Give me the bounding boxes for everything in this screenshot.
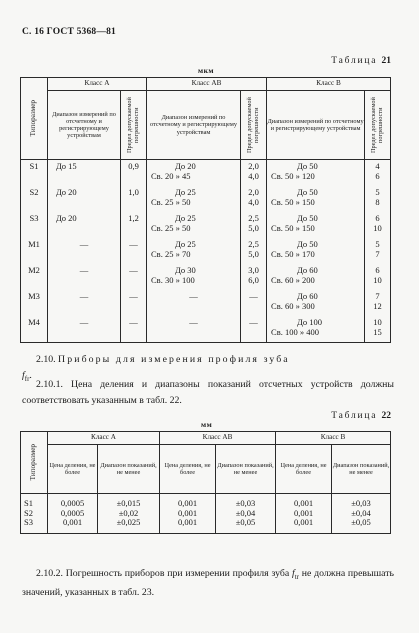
table22-unit: мм [201,420,213,429]
table-row: M4 — — — — До 100 Св. 100 » 400 10 15 [21,316,391,343]
class-b-header: Класс В [276,432,391,445]
range-header: Диапазон измерений по отсчетному и регистрирующему устройствам [48,91,121,160]
page-header: С. 16 ГОСТ 5368—81 [22,27,116,37]
table-row: M2 — — До 30 Св. 30 » 100 3,0 6,0 До 60 Св. 60 » 200 6 10 [21,264,391,290]
table21-unit: мкм [198,66,215,75]
col-type-header: Типоразмер [21,78,48,160]
range-header: Диапазон показаний, не менее [332,445,391,494]
division-header: Цена деления, не более [276,445,332,494]
table21-caption [331,56,391,66]
range-header: Диапазон показаний, не менее [98,445,160,494]
table-row: S1 До 15 0,9 До 20 Св. 20 » 45 2,0 4,0 До 50 Св. 50 » 120 4 6 [21,160,391,187]
table-row: S2 До 20 1,0 До 25 Св. 25 » 50 2,0 4,0 До 50 Св. 50 » 150 5 8 [21,186,391,212]
class-a-header: Класс А [48,432,160,445]
division-header: Цена деления, не более [48,445,98,494]
table-21 [20,77,391,343]
paragraph-2-10-symbol: $f_{fr}$. [22,370,32,383]
table-row: S1 0,0005 ±0,015 0,001 ±0,03 0,001 ±0,03 [21,494,391,509]
limit-header: Предел допускаемой погрешности [241,91,267,160]
paragraph-2-10: 2.10. Приборы для измерения профиля зуба [36,354,290,365]
table-row: S2 0,0005 ±0,02 0,001 ±0,04 0,001 ±0,04 [21,509,391,519]
col-type-header: Типоразмер [21,432,48,494]
paragraph-2-10-1: 2.10.1. Цена деления и диапазоны показаний отсчетных устройств должны соответствовать указанным в табл. 22. [22,379,394,406]
range-header: Диапазон измерений по отсчетному и регистрирующему устройствам [267,91,365,160]
paragraph-2-10-2: 2.10.2. Погрешность приборов при измерении профиля зуба $f_{tr}$ не должна превышать значений, указанных в табл. 23. [22,568,395,598]
class-ab-header: Класс АВ [147,78,267,91]
division-header: Цена деления, не более [160,445,216,494]
table-row: M1 — — До 25 Св. 25 » 70 2,5 5,0 До 50 Св. 50 » 170 5 7 [21,238,391,264]
table-row: S3 До 20 1,2 До 25 Св. 25 » 50 2,5 5,0 До 50 Св. 50 » 150 6 10 [21,212,391,238]
table21-caption-word: Таблица [331,56,378,66]
range-header: Диапазон измерений по отсчетному и регистрирующему устройствам [147,91,241,160]
limit-header: Предел допускаемой погрешности [365,91,391,160]
table22-caption: Таблица 22 [331,411,391,421]
table21-caption-num: 21 [381,56,391,66]
class-b-header: Класс В [267,78,391,91]
class-ab-header: Класс АВ [160,432,276,445]
limit-header: Предел допускаемой погрешности [121,91,147,160]
table-row: S3 0,001 ±0,025 0,001 ±0,05 0,001 ±0,05 [21,518,391,533]
table-22 [20,431,391,534]
table-row: M3 — — — — До 60 Св. 60 » 300 7 12 [21,290,391,316]
class-a-header: Класс А [48,78,147,91]
range-header: Диапазон показаний, не менее [216,445,276,494]
